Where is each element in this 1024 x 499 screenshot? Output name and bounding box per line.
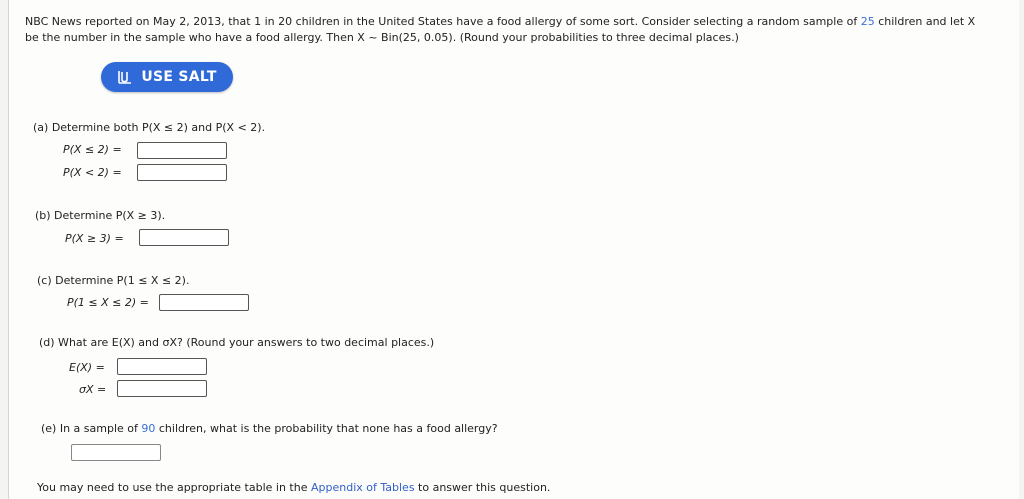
p-x-ge-3-input[interactable] (139, 229, 229, 246)
footer-note (37, 481, 550, 494)
part-d-label-1: E(X) = (69, 361, 105, 374)
p-x-lt-2-input[interactable] (137, 164, 227, 181)
question-panel (8, 0, 1019, 499)
intro-line-1 (25, 14, 975, 30)
part-c-label-1: P(1 ≤ X ≤ 2) = (67, 296, 149, 309)
footer-text: You may need to use the appropriate table in the (37, 481, 311, 494)
part-a-prompt: (a) Determine both P(X ≤ 2) and P(X < 2). (33, 121, 266, 134)
p-x-le-2-input[interactable] (137, 142, 227, 159)
intro-text: children and let X (874, 15, 976, 28)
part-b-label-1: P(X ≥ 3) = (65, 232, 124, 245)
part-d-label-2: σX = (79, 383, 107, 396)
part-b-prompt: (b) Determine P(X ≥ 3). (35, 209, 166, 222)
p-1-le-x-le-2-input[interactable] (159, 294, 249, 311)
expected-value-input[interactable] (117, 358, 207, 375)
part-e-text: children, what is the probability that none has a food allergy? (155, 422, 498, 435)
std-dev-input[interactable] (117, 380, 207, 397)
part-c-prompt: (c) Determine P(1 ≤ X ≤ 2). (37, 274, 190, 287)
part-e-prompt (41, 422, 498, 435)
sample-size-highlight: 25 (860, 15, 875, 28)
none-allergy-input[interactable] (71, 444, 161, 461)
use-salt-button[interactable] (101, 62, 233, 92)
part-a-label-2: P(X < 2) = (63, 166, 122, 179)
intro-line-2: be the number in the sample who have a food allergy. Then X ~ Bin(25, 0.05). (Round your probabilities to three decimal places.) (25, 31, 739, 44)
use-salt-label: USE SALT (141, 69, 217, 85)
footer-text: to answer this question. (414, 481, 551, 494)
salt-calculator-icon (117, 69, 133, 85)
appendix-link[interactable]: Appendix of Tables (311, 481, 415, 494)
part-d-prompt: (d) What are E(X) and σX? (Round your answers to two decimal places.) (39, 336, 435, 349)
part-a-label-1: P(X ≤ 2) = (63, 143, 122, 156)
sample-size-highlight: 90 (141, 422, 156, 435)
intro-text: NBC News reported on May 2, 2013, that 1 in 20 children in the United States have a food allergy of some sort. Consider selecting a random sample of (25, 15, 861, 28)
part-e-text: (e) In a sample of (41, 422, 142, 435)
